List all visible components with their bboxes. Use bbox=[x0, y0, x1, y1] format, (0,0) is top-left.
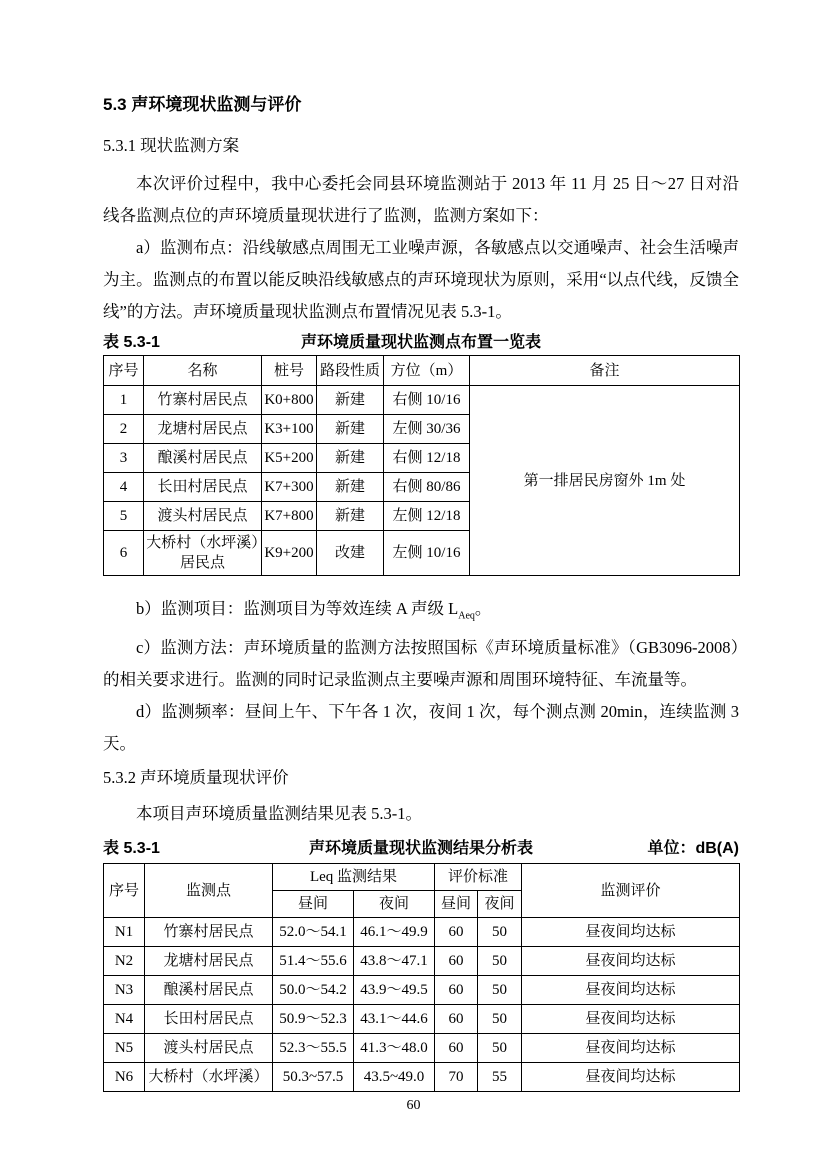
table2-col-eval: 监测评价 bbox=[522, 864, 740, 918]
table-cell: 43.8～47.1 bbox=[354, 947, 435, 976]
table-cell: 昼夜间均达标 bbox=[522, 1063, 740, 1092]
table2-col-seq: 序号 bbox=[104, 864, 145, 918]
table-cell: K7+300 bbox=[262, 473, 317, 502]
table-cell: 左侧 12/18 bbox=[384, 502, 470, 531]
table1-col-name: 名称 bbox=[144, 356, 262, 386]
table-cell: 43.9～49.5 bbox=[354, 976, 435, 1005]
monitoring-results-table bbox=[103, 863, 740, 1092]
paragraph-b-text: b）监测项目：监测项目为等效连续 A 声级 L bbox=[136, 599, 459, 618]
table-cell: N2 bbox=[104, 947, 145, 976]
table-cell: K9+200 bbox=[262, 531, 317, 576]
table-cell: 60 bbox=[435, 976, 478, 1005]
table-cell: 5 bbox=[104, 502, 144, 531]
table-cell: 昼夜间均达标 bbox=[522, 1034, 740, 1063]
table1-col-position: 方位（m） bbox=[384, 356, 470, 386]
table-cell: K0+800 bbox=[262, 386, 317, 415]
table-cell: 70 bbox=[435, 1063, 478, 1092]
table-cell: 渡头村居民点 bbox=[144, 502, 262, 531]
table2-unit-label: 单位：dB(A) bbox=[647, 840, 739, 858]
table2-col-std-day: 昼间 bbox=[435, 891, 478, 918]
table-cell: 4 bbox=[104, 473, 144, 502]
table1-col-roadtype: 路段性质 bbox=[317, 356, 384, 386]
table2-col-point: 监测点 bbox=[145, 864, 273, 918]
table-remark-cell: 第一排居民房窗外 1m 处 bbox=[470, 386, 740, 576]
table2-group-standard: 评价标准 bbox=[435, 864, 522, 891]
table1-body bbox=[104, 386, 740, 576]
table1-col-remark: 备注 bbox=[470, 356, 740, 386]
paragraph-monitoring-item bbox=[103, 593, 739, 632]
table-cell: K5+200 bbox=[262, 444, 317, 473]
table-cell: 新建 bbox=[317, 502, 384, 531]
table-header-row bbox=[104, 864, 740, 891]
table-cell: 52.3～55.5 bbox=[273, 1034, 354, 1063]
table-cell: 60 bbox=[435, 918, 478, 947]
table-cell: N1 bbox=[104, 918, 145, 947]
table-cell: 50 bbox=[478, 1005, 522, 1034]
table-cell: 43.1～44.6 bbox=[354, 1005, 435, 1034]
table-cell: 55 bbox=[478, 1063, 522, 1092]
table1-caption bbox=[103, 330, 739, 355]
table-cell: 酿溪村居民点 bbox=[145, 976, 273, 1005]
table2-caption-title: 声环境质量现状监测结果分析表 bbox=[308, 840, 533, 858]
table-row bbox=[104, 947, 740, 976]
paragraph-monitoring-method: c）监测方法：声环境质量的监测方法按照国标《声环境质量标准》（GB3096-2008）的相关要求进行。监测的同时记录监测点主要噪声源和周围环境特征、车流量等。 bbox=[103, 638, 739, 690]
paragraph-monitoring-points: a）监测布点：沿线敏感点周围无工业噪声源，各敏感点以交通噪声、社会生活噪声为主。监测点的布置以能反映沿线敏感点的声环境现状为原则，采用“以点代线，反馈全线”的方法。声环境质量现状监测点布置情况见表 5.3-1。 bbox=[103, 238, 739, 321]
table2-header bbox=[104, 864, 740, 918]
paragraph-b-period: 。 bbox=[474, 599, 492, 618]
table-cell: 50.3~57.5 bbox=[273, 1063, 354, 1092]
table2-col-leq-day: 昼间 bbox=[273, 891, 354, 918]
table-cell: K3+100 bbox=[262, 415, 317, 444]
paragraph-results-intro: 本项目声环境质量监测结果见表 5.3-1。 bbox=[136, 804, 422, 824]
monitoring-points-table bbox=[103, 355, 740, 576]
table-cell: N4 bbox=[104, 1005, 145, 1034]
table-header-row bbox=[104, 356, 740, 386]
table-cell: 1 bbox=[104, 386, 144, 415]
table-cell: 51.4～55.6 bbox=[273, 947, 354, 976]
table-cell: 昼夜间均达标 bbox=[522, 1005, 740, 1034]
table-cell: 长田村居民点 bbox=[144, 473, 262, 502]
table-cell: 60 bbox=[435, 1034, 478, 1063]
page-number: 60 bbox=[406, 1098, 421, 1113]
table-cell: 右侧 80/86 bbox=[384, 473, 470, 502]
table2-col-std-night: 夜间 bbox=[478, 891, 522, 918]
subsection-heading-532: 5.3.2 声环境质量现状评价 bbox=[103, 768, 289, 788]
table2-group-leq: Leq 监测结果 bbox=[273, 864, 435, 891]
paragraph-intro: 本次评价过程中，我中心委托会同县环境监测站于 2013 年 11 月 25 日～27 日对沿线各监测点位的声环境质量现状进行了监测，监测方案如下： bbox=[103, 174, 739, 225]
table-cell: 昼夜间均达标 bbox=[522, 918, 740, 947]
table-cell: 3 bbox=[104, 444, 144, 473]
table-cell: 新建 bbox=[317, 386, 384, 415]
table-cell: 改建 bbox=[317, 531, 384, 576]
table-cell: 6 bbox=[104, 531, 144, 576]
table-row bbox=[104, 1034, 740, 1063]
table-cell: 50 bbox=[478, 976, 522, 1005]
table-cell: 右侧 12/18 bbox=[384, 444, 470, 473]
table-cell: 昼夜间均达标 bbox=[522, 976, 740, 1005]
table-cell: 竹寨村居民点 bbox=[145, 918, 273, 947]
table-cell: 52.0～54.1 bbox=[273, 918, 354, 947]
table-cell: 大桥村（水坪溪）居民点 bbox=[144, 531, 262, 576]
table-cell: K7+800 bbox=[262, 502, 317, 531]
table-cell: 60 bbox=[435, 947, 478, 976]
table-cell: 50.0～54.2 bbox=[273, 976, 354, 1005]
table-cell: 左侧 30/36 bbox=[384, 415, 470, 444]
table-cell: 46.1～49.9 bbox=[354, 918, 435, 947]
table-cell: 竹寨村居民点 bbox=[144, 386, 262, 415]
table-cell: 2 bbox=[104, 415, 144, 444]
table-cell: 左侧 10/16 bbox=[384, 531, 470, 576]
table-cell: 50.9～52.3 bbox=[273, 1005, 354, 1034]
table-row bbox=[104, 976, 740, 1005]
table-cell: 43.5~49.0 bbox=[354, 1063, 435, 1092]
table2-caption-label: 表 5.3-1 bbox=[103, 840, 160, 858]
subsection-heading-531: 5.3.1 现状监测方案 bbox=[103, 136, 240, 155]
table-cell: 右侧 10/16 bbox=[384, 386, 470, 415]
table1-header bbox=[104, 356, 740, 386]
table1-col-seq: 序号 bbox=[104, 356, 144, 386]
section-heading-53: 5.3 声环境现状监测与评价 bbox=[103, 95, 302, 114]
paragraph-monitoring-frequency: d）监测频率：昼间上午、下午各 1 次，夜间 1 次，每个测点测 20min，连续监测 3 天。 bbox=[103, 702, 739, 754]
table-cell: 60 bbox=[435, 1005, 478, 1034]
table2-caption bbox=[103, 836, 739, 861]
table-cell: 渡头村居民点 bbox=[145, 1034, 273, 1063]
table-cell: 新建 bbox=[317, 415, 384, 444]
table-cell: 新建 bbox=[317, 473, 384, 502]
table1-caption-label: 表 5.3-1 bbox=[103, 334, 160, 351]
table-cell: N3 bbox=[104, 976, 145, 1005]
table-row bbox=[104, 1063, 740, 1092]
table-cell: N6 bbox=[104, 1063, 145, 1092]
table-cell: 新建 bbox=[317, 444, 384, 473]
document-content bbox=[103, 94, 739, 1092]
table-cell: 41.3～48.0 bbox=[354, 1034, 435, 1063]
paragraph-b-subscript: Aeq bbox=[458, 610, 475, 622]
table-cell: 长田村居民点 bbox=[145, 1005, 273, 1034]
table-cell: 昼夜间均达标 bbox=[522, 947, 740, 976]
table-cell: 龙塘村居民点 bbox=[145, 947, 273, 976]
table2-body bbox=[104, 918, 740, 1092]
table-row bbox=[104, 386, 740, 415]
table-cell: 50 bbox=[478, 918, 522, 947]
table-cell: 大桥村（水坪溪） bbox=[145, 1063, 273, 1092]
table-cell: 50 bbox=[478, 947, 522, 976]
table1-col-stake: 桩号 bbox=[262, 356, 317, 386]
table-cell: 龙塘村居民点 bbox=[144, 415, 262, 444]
table-cell: 50 bbox=[478, 1034, 522, 1063]
table-cell: 酿溪村居民点 bbox=[144, 444, 262, 473]
table-row bbox=[104, 918, 740, 947]
table1-caption-title: 声环境质量现状监测点布置一览表 bbox=[300, 334, 541, 351]
table-cell: N5 bbox=[104, 1034, 145, 1063]
table2-col-leq-night: 夜间 bbox=[354, 891, 435, 918]
table-row bbox=[104, 1005, 740, 1034]
